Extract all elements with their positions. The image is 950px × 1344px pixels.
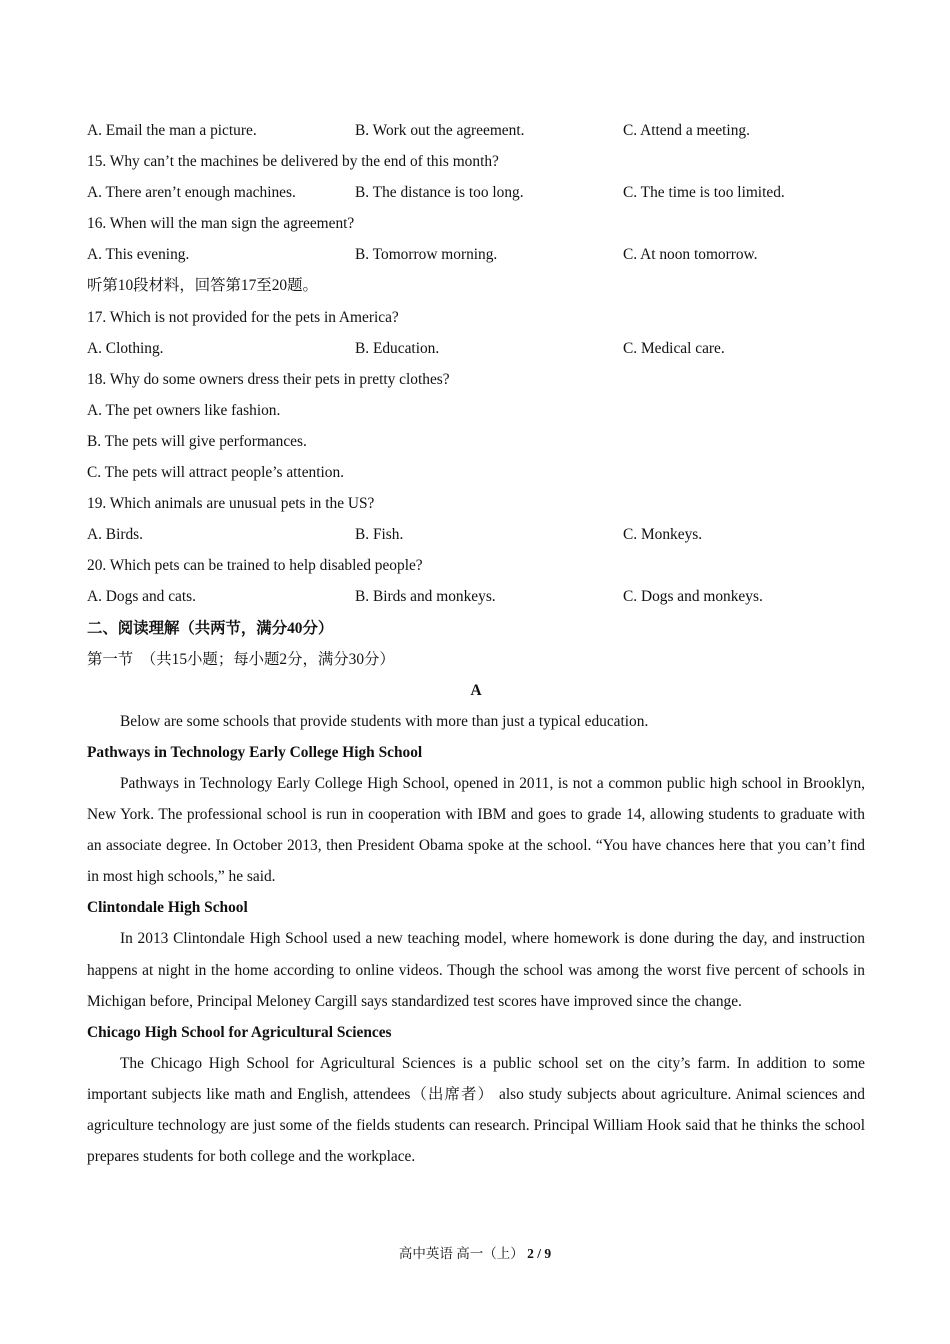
q19-option-b: B. Fish. [355, 526, 404, 544]
section10-instruction: 听第10段材料，回答第17至20题。 [87, 277, 318, 295]
passage-label: A [470, 681, 482, 699]
school-2-name: Clintondale High School [87, 899, 248, 917]
q17-option-a: A. Clothing. [87, 339, 164, 357]
q19-question: 19. Which animals are unusual pets in the US? [87, 495, 375, 513]
part2-heading: 二、阅读理解（共两节，满分40分） [87, 619, 334, 637]
q16-question: 16. When will the man sign the agreement? [87, 215, 355, 233]
school-2-text: In 2013 Clintondale High School used a new teaching model, where homework is done during the day, and instruction happens at night in the home according to online videos. Though the school was among the worst five percent of schools in Michigan before, Principal Meloney Cargill says standardized test scores have improved since the change. [87, 930, 865, 1010]
school-1-text: Pathways in Technology Early College High School, opened in 2011, is not a common public high school in Brooklyn, New York. The professional school is run in cooperation with IBM and goes to grade 14, allowing students to graduate with an associate degree. In October 2013, then President Obama spoke at the school. “You have chances here that you can’t find in most high schools,” he said. [87, 774, 865, 886]
q16-option-b: B. Tomorrow morning. [355, 246, 498, 264]
q15-option-b: B. The distance is too long. [355, 184, 524, 202]
q16-option-c: C. At noon tomorrow. [623, 246, 758, 264]
q14-option-a: A. Email the man a picture. [87, 122, 257, 139]
passage-intro: Below are some schools that provide students with more than just a typical education. [120, 712, 649, 730]
q15-option-a: A. There aren’t enough machines. [87, 184, 296, 202]
q17-question: 17. Which is not provided for the pets in America? [87, 308, 399, 326]
q14-option-b: B. Work out the agreement. [355, 122, 525, 139]
section1-heading: 第一节 （共15小题；每小题2分，满分30分） [87, 650, 395, 668]
q20-option-c: C. Dogs and monkeys. [623, 588, 763, 606]
q17-option-c: C. Medical care. [623, 339, 725, 357]
q19-options [87, 519, 865, 550]
q19-option-a: A. Birds. [87, 526, 144, 544]
q17-options [87, 333, 865, 364]
q19-option-c: C. Monkeys. [623, 526, 703, 544]
q18-question: 18. Why do some owners dress their pets in pretty clothes? [87, 370, 450, 388]
q14-option-c: C. Attend a meeting. [623, 122, 750, 139]
q17-option-b: B. Education. [355, 339, 440, 357]
q20-option-a: A. Dogs and cats. [87, 588, 196, 606]
footer-course: 高中英语 高一（上） [398, 1246, 524, 1261]
q15-options [87, 177, 865, 208]
q14-options [87, 115, 865, 146]
q20-question: 20. Which pets can be trained to help disabled people? [87, 557, 423, 575]
q18-option-b: B. The pets will give performances. [87, 432, 307, 450]
document-page [87, 115, 865, 1172]
school-1-name: Pathways in Technology Early College High School [87, 743, 423, 761]
q15-question: 15. Why can’t the machines be delivered by the end of this month? [87, 153, 499, 171]
q16-options [87, 239, 865, 270]
q20-options [87, 581, 865, 612]
school-3-name: Chicago High School for Agricultural Sciences [87, 1023, 392, 1041]
q16-option-a: A. This evening. [87, 246, 190, 264]
footer-page-number: 2 / 9 [527, 1246, 552, 1261]
q15-option-c: C. The time is too limited. [623, 184, 785, 202]
page-footer [0, 1244, 950, 1264]
q18-option-a: A. The pet owners like fashion. [87, 401, 281, 419]
q18-option-c: C. The pets will attract people’s attention. [87, 464, 345, 482]
school-3-text: The Chicago High School for Agricultural Sciences is a public school set on the city’s farm. In addition to some important subjects like math and English, attendees（出席者） also study subjects about agriculture. Animal sciences and agriculture technology are just some of the fields students can research. Principal William Hook said that he thinks the school prepares students for both college and the workplace. [87, 1054, 865, 1166]
q20-option-b: B. Birds and monkeys. [355, 588, 496, 606]
